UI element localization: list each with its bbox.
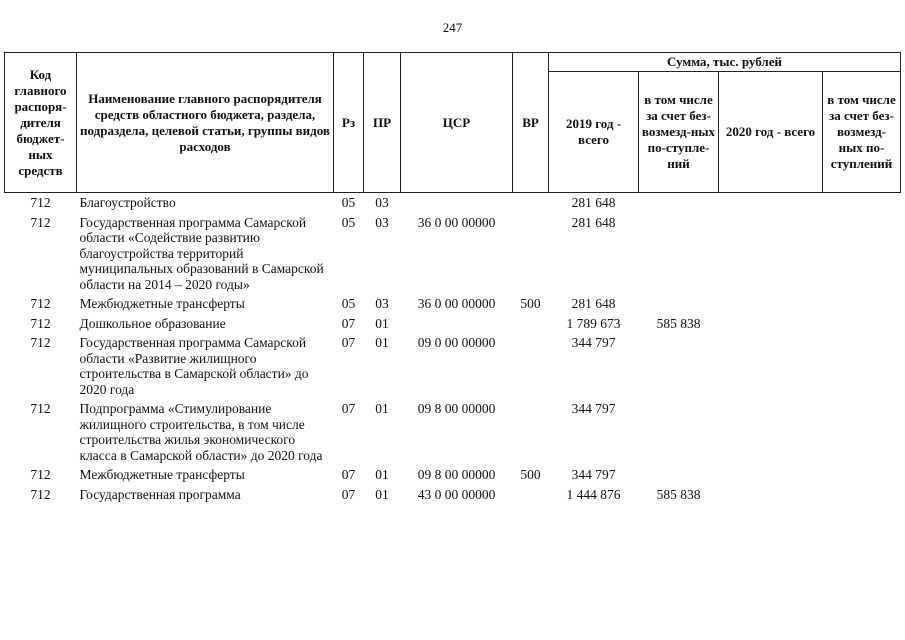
cell-2019-free: 585 838 bbox=[656, 315, 701, 331]
cell-name: Государственная программа Самарской области «Развитие жилищного строительства в Самарской области» до 2020 года bbox=[79, 335, 309, 397]
cell-name: Дошкольное образование bbox=[79, 315, 226, 331]
cell-2020-total bbox=[719, 213, 823, 295]
cell-code: 712 bbox=[30, 401, 51, 416]
cell-pr: 03 bbox=[375, 296, 389, 311]
cell-vr bbox=[513, 485, 549, 505]
cell-vr bbox=[513, 213, 549, 295]
cell-2019-total: 344 797 bbox=[571, 467, 616, 482]
cell-2020-total bbox=[719, 333, 823, 399]
cell-2020-total bbox=[719, 485, 823, 505]
cell-pr: 01 bbox=[375, 335, 389, 350]
cell-rz: 05 bbox=[341, 214, 356, 230]
cell-code: 712 bbox=[30, 315, 51, 331]
cell-rz: 07 bbox=[341, 467, 356, 482]
cell-2019-free bbox=[639, 213, 719, 295]
cell-vr: 500 bbox=[520, 467, 541, 482]
cell-name: Подпрограмма «Стимулирование жилищного строительства, в том числе строительства жилья экономического класса в Самарской области» до 2020 года bbox=[79, 401, 323, 463]
cell-csr: 09 8 00 00000 bbox=[417, 401, 496, 416]
table-row bbox=[5, 213, 901, 295]
cell-pr: 03 bbox=[375, 214, 389, 230]
cell-rz: 07 bbox=[341, 315, 356, 331]
header-pr: ПР bbox=[364, 53, 401, 193]
cell-2019-free bbox=[639, 333, 719, 399]
page-number: 247 bbox=[442, 20, 463, 35]
cell-2019-total: 281 648 bbox=[571, 195, 616, 210]
cell-vr bbox=[513, 333, 549, 399]
cell-2019-total: 1 444 876 bbox=[566, 486, 621, 502]
cell-pr: 01 bbox=[375, 467, 389, 482]
header-sum: Сумма, тыс. рублей bbox=[549, 53, 901, 72]
cell-2019-total: 344 797 bbox=[571, 335, 616, 350]
table-header bbox=[5, 53, 901, 193]
cell-2020-free bbox=[823, 485, 901, 505]
cell-code: 712 bbox=[30, 214, 51, 230]
cell-2019-total: 344 797 bbox=[571, 401, 616, 416]
header-csr: ЦСР bbox=[401, 53, 513, 193]
cell-2019-total: 281 648 bbox=[571, 296, 616, 311]
cell-code: 712 bbox=[30, 195, 51, 210]
table-row bbox=[5, 465, 901, 485]
header-2019-free: в том числе за счет без-возмезд-ных по-ступле-ний bbox=[639, 72, 719, 193]
budget-table bbox=[4, 52, 901, 504]
cell-csr: 09 0 00 00000 bbox=[417, 335, 496, 350]
cell-csr: 09 8 00 00000 bbox=[417, 467, 496, 482]
cell-vr bbox=[513, 314, 549, 334]
cell-vr bbox=[513, 399, 549, 465]
table-row bbox=[5, 485, 901, 505]
cell-rz: 07 bbox=[341, 401, 356, 416]
cell-rz: 07 bbox=[341, 486, 356, 502]
cell-csr: 43 0 00 00000 bbox=[417, 486, 496, 502]
cell-csr: 36 0 00 00000 bbox=[417, 296, 496, 311]
cell-2019-free bbox=[639, 465, 719, 485]
table-body bbox=[5, 193, 901, 505]
cell-2020-free bbox=[823, 399, 901, 465]
header-2019-total: 2019 год - всего bbox=[549, 72, 639, 193]
cell-2020-total bbox=[719, 193, 823, 213]
cell-2020-free bbox=[823, 465, 901, 485]
cell-name: Благоустройство bbox=[79, 195, 176, 210]
cell-2019-total: 281 648 bbox=[571, 214, 616, 230]
header-vr: ВР bbox=[513, 53, 549, 193]
cell-name: Межбюджетные трансферты bbox=[79, 296, 245, 311]
cell-rz: 05 bbox=[341, 195, 356, 210]
cell-2020-total bbox=[719, 294, 823, 314]
cell-2020-total bbox=[719, 399, 823, 465]
header-rz: Рз bbox=[334, 53, 364, 193]
cell-rz: 07 bbox=[341, 335, 356, 350]
cell-name: Государственная программа Самарской области «Содействие развитию благоустройства территорий муниципальных образований в Самарской области на 2014 – 2020 годы» bbox=[79, 214, 324, 292]
cell-code: 712 bbox=[30, 335, 51, 350]
table-row bbox=[5, 193, 901, 213]
header-name: Наименование главного распорядителя средств областного бюджета, раздела, подраздела, целевой статьи, группы видов расходов bbox=[77, 53, 334, 193]
cell-vr bbox=[513, 193, 549, 213]
table-row bbox=[5, 294, 901, 314]
cell-vr: 500 bbox=[520, 296, 541, 311]
cell-csr: 36 0 00 00000 bbox=[417, 214, 496, 230]
cell-2019-free bbox=[639, 294, 719, 314]
cell-pr: 01 bbox=[375, 315, 389, 331]
cell-code: 712 bbox=[30, 467, 51, 482]
cell-2020-total bbox=[719, 465, 823, 485]
table-row bbox=[5, 333, 901, 399]
cell-2020-free bbox=[823, 333, 901, 399]
cell-name: Межбюджетные трансферты bbox=[79, 467, 245, 482]
cell-csr bbox=[401, 193, 513, 213]
cell-code: 712 bbox=[30, 296, 51, 311]
table-row bbox=[5, 399, 901, 465]
cell-2020-free bbox=[823, 294, 901, 314]
cell-2019-free: 585 838 bbox=[656, 486, 701, 502]
cell-code: 712 bbox=[30, 486, 51, 502]
header-2020-total: 2020 год - всего bbox=[719, 72, 823, 193]
header-2020-free: в том числе за счет без-возмезд-ных по-ступлений bbox=[823, 72, 901, 193]
cell-2020-total bbox=[719, 314, 823, 334]
table-row bbox=[5, 314, 901, 334]
cell-2019-free bbox=[639, 399, 719, 465]
cell-2019-free bbox=[639, 193, 719, 213]
cell-pr: 01 bbox=[375, 486, 389, 502]
cell-2020-free bbox=[823, 193, 901, 213]
cell-rz: 05 bbox=[341, 296, 356, 311]
cell-csr bbox=[401, 314, 513, 334]
cell-pr: 03 bbox=[375, 195, 389, 210]
cell-pr: 01 bbox=[375, 401, 389, 416]
cell-name: Государственная программа bbox=[79, 486, 241, 502]
cell-2019-total: 1 789 673 bbox=[566, 315, 621, 331]
header-code: Код главного распоря-дителя бюджет-ных средств bbox=[5, 53, 77, 193]
cell-2020-free bbox=[823, 314, 901, 334]
cell-2020-free bbox=[823, 213, 901, 295]
